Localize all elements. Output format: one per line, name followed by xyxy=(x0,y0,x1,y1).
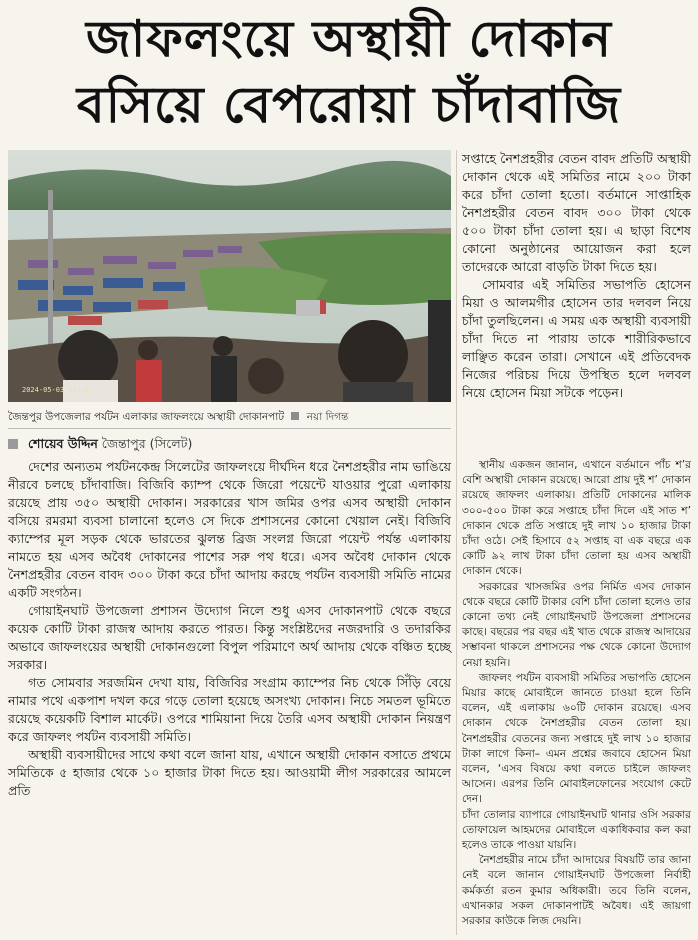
caption-source: নয়া দিগন্ত xyxy=(306,411,349,423)
paragraph: নৈশপ্রহরীর নামে চাঁদা আদায়ের বিষয়টি তার জানা নেই বলে জানান গোয়াইনঘাট উপজেলা নির্বাহী কর্মকর্তা রতন কুমার অধিকারী। তবে তিনি বলেন, এখানকার সকল দোকানপাটই অবৈধ। এই জায়গা সরকার কাউকে লিজ দেয়নি। xyxy=(462,854,691,928)
byline xyxy=(8,432,451,456)
paragraph: সরকারের খাসজমির ওপর নির্মিত এসব দোকান থেকে বছরে কোটি টাকার বেশি চাঁদা তোলা হলেও তার কোনো তথ্য নেই গোয়াইনঘাট উপজেলা প্রশাসনের কাছে। বছরের পর বছর এই খাত থেকে রাজস্ব আদায়ের সম্ভাবনা থাকলে প্রশাসনের পক্ষ থেকে কোনো উদ্যোগ নেয়া হয়নি। xyxy=(462,580,691,669)
article-column-left xyxy=(8,458,451,800)
headline-line-2: বসিয়ে বেপরোয়া চাঁদাবাজি xyxy=(76,76,622,134)
photo-timestamp: 2024-05-03 11:26 xyxy=(22,386,90,394)
column-divider xyxy=(456,150,457,935)
article-column-right-bottom xyxy=(462,458,691,929)
paragraph: গোয়াইনঘাট উপজেলা প্রশাসন উদ্যোগ নিলে শুধু এসব দোকানপাট থেকে বছরে কয়েক কোটি টাকা রাজস্ব আদায় করতে পারত। কিন্তু সংশ্লিষ্টদের নজরদারি ও তদারকির অভাবে জাফলংয়ের অস্থায়ী দোকানগুলো বিপুল পরিমাণে অর্থ আদায় থেকে বঞ্চিত হচ্ছে সরকার। xyxy=(8,603,451,672)
paragraph: অস্থায়ী ব্যবসায়ীদের সাথে কথা বলে জানা যায়, এখানে অস্থায়ী দোকান বসাতে প্রথমে সমিতিকে ৫ হাজার থেকে ১০ হাজার টাকা দিতে হয়। আওয়ামী লীগ সরকারের আমলে প্রতি xyxy=(8,747,451,798)
caption-text: জৈন্তপুর উপজেলার পর্যটন এলাকার জাফলংয়ে অস্থায়ী দোকানপাট xyxy=(8,411,285,423)
paragraph: গত সোমবার সরজমিন দেখা যায়, বিজিবির সংগ্রাম ক্যাম্পের নিচ থেকে সিঁড়ি বেয়ে নামার পথে একপাশ দখল করে গড়ে তোলা হয়েছে অসংখ্য দোকান। নিচে সমতল ভূমিতে রয়েছে কয়েকটি বিশাল মার্কেট। ওপরে শামিয়ানা দিয়ে তৈরি এসব অস্থায়ী দোকান নিয়ন্ত্রণ করে জাফলং পর্যটন ব্যবসায়ী সমিতি। xyxy=(8,675,451,744)
photo-caption xyxy=(8,406,451,429)
paragraph: সপ্তাহে নৈশপ্রহরীর বেতন বাবদ প্রতিটি অস্থায়ী দোকান থেকে এই সমিতির নামে ২০০ টাকা করে চাঁদা তোলা হতো। বর্তমানে সাপ্তাহিক নৈশপ্রহরীর বেতন বাবদ ৩০০ টাকা থেকে ৫০০ টাকা চাঁদা তোলা হয়। এ ছাড়া বিশেষ কোনো অনুষ্ঠানের আয়োজন করা হলে তাদেরকে আরো বাড়তি টাকা দিতে হয়। xyxy=(462,151,691,274)
paragraph: দেশের অন্যতম পর্যটনকেন্দ্র সিলেটের জাফলংয়ে দীর্ঘদিন ধরে নৈশপ্রহরীর নাম ভাঙিয়ে নীরবে চলছে চাঁদাবাজি। বিজিবি ক্যাম্প থেকে জিরো পয়েন্টে যাওয়ার পুরো এলাকায় রয়েছে প্রায় ৩৫০ অস্থায়ী দোকান। সরকারের খাস জমির ওপর এসব অস্থায়ী দোকান বসিয়ে রমরমা ব্যবসা চালানো হলেও সে দিকে প্রশাসনের কোনো খেয়াল নেই। বিজিবি ক্যাম্পের মূল সড়ক থেকে ভারতের ঝুলন্ত ব্রিজ সংলগ্ন জিরো পয়েন্ট পর্যন্ত এলাকায় নামতে হয় এসব অবৈধ দোকানের পাশের সরু পথ ধরে। এসব অবৈধ দোকান থেকে নৈশপ্রহরীর বেতন বাবদ ৩০০ টাকা করে চাঁদা আদায় করছে পর্যটন ব্যবসায়ী সমিতি নামের একটি সংগঠন। xyxy=(8,459,451,600)
headline xyxy=(0,6,698,138)
paragraph: জাফলং পর্যটন ব্যবসায়ী সমিতির সভাপতি হোসেন মিয়ার কাছে মোবাইলে জানতে চাওয়া হলে তিনি বলেন, এই এলাকায় ৬০টি দোকান রয়েছে। এসব দোকান থেকে নৈশপ্রহরীর বেতন তোলা হয়। নৈশপ্রহরীর বেতনের জন্য সপ্তাহে দুই লাখ ১০ হাজার টাকা লাগে কিনা– এমন প্রশ্নের জবাবে হোসেন মিয়া বলেন, ‘এসব বিষয়ে কথা বলতে চাইলে জাফলং আসেন। এরপর তিনি মোবাইলফোনের সংযোগ কেটে দেন। xyxy=(462,671,691,806)
paragraph: স্থানীয় একজন জানান, এখানে বর্তমানে পাঁচ শ’র বেশি অস্থায়ী দোকান রয়েছে। আরো প্রায় দুই শ’ দোকান রয়েছে জাফলং এলাকায়। প্রতিটি দোকানের মালিক ৩০০-৫০০ টাকা করে সপ্তাহে চাঁদা দিলে এই সাত শ’ দোকান থেকে প্রতি সপ্তাহে দুই লাখ ১০ হাজার টাকা চাঁদা ওঠে। সেই হিসাবে ৫২ সপ্তাহ বা এক বছরে এক কোটি ৯২ লাখ টাকা চাঁদা তোলা হয় এসব অস্থায়ী দোকান থেকে। xyxy=(462,459,691,578)
paragraph: সোমবার এই সমিতির সভাপতি হোসেন মিয়া ও আলমগীর হোসেন তার দলবল নিয়ে চাঁদা তুলছিলেন। এ সময় এক অস্থায়ী ব্যবসায়ী চাঁদা দিতে না পারায় তাকে শারীরিকভাবে লাঞ্ছিত করেন তারা। সেখানে এই প্রতিবেদক নিজের পরিচয় দিয়ে উপস্থিত হলে দলবল নিয়ে হোসেন মিয়া সটকে পড়েন। xyxy=(462,277,691,400)
reporter-name: শোয়েব উদ্দিন xyxy=(27,436,98,451)
reporter-location: জৈন্তাপুর (সিলেট) xyxy=(101,436,193,451)
news-photo xyxy=(8,150,451,402)
photo-illustration xyxy=(8,150,451,402)
square-bullet-icon xyxy=(291,412,299,420)
article-column-right-top xyxy=(462,150,691,402)
headline-line-1: জাফলংয়ে অস্থায়ী দোকান xyxy=(86,10,612,68)
square-bullet-icon xyxy=(8,439,18,449)
paragraph: চাঁদা তোলার ব্যাপারে গোয়াইনঘাট থানার ওসি সরকার তোফায়েল আহমদের মোবাইলে একাধিকবার কল করা হলেও তাকে পাওয়া যায়নি। xyxy=(462,808,691,852)
